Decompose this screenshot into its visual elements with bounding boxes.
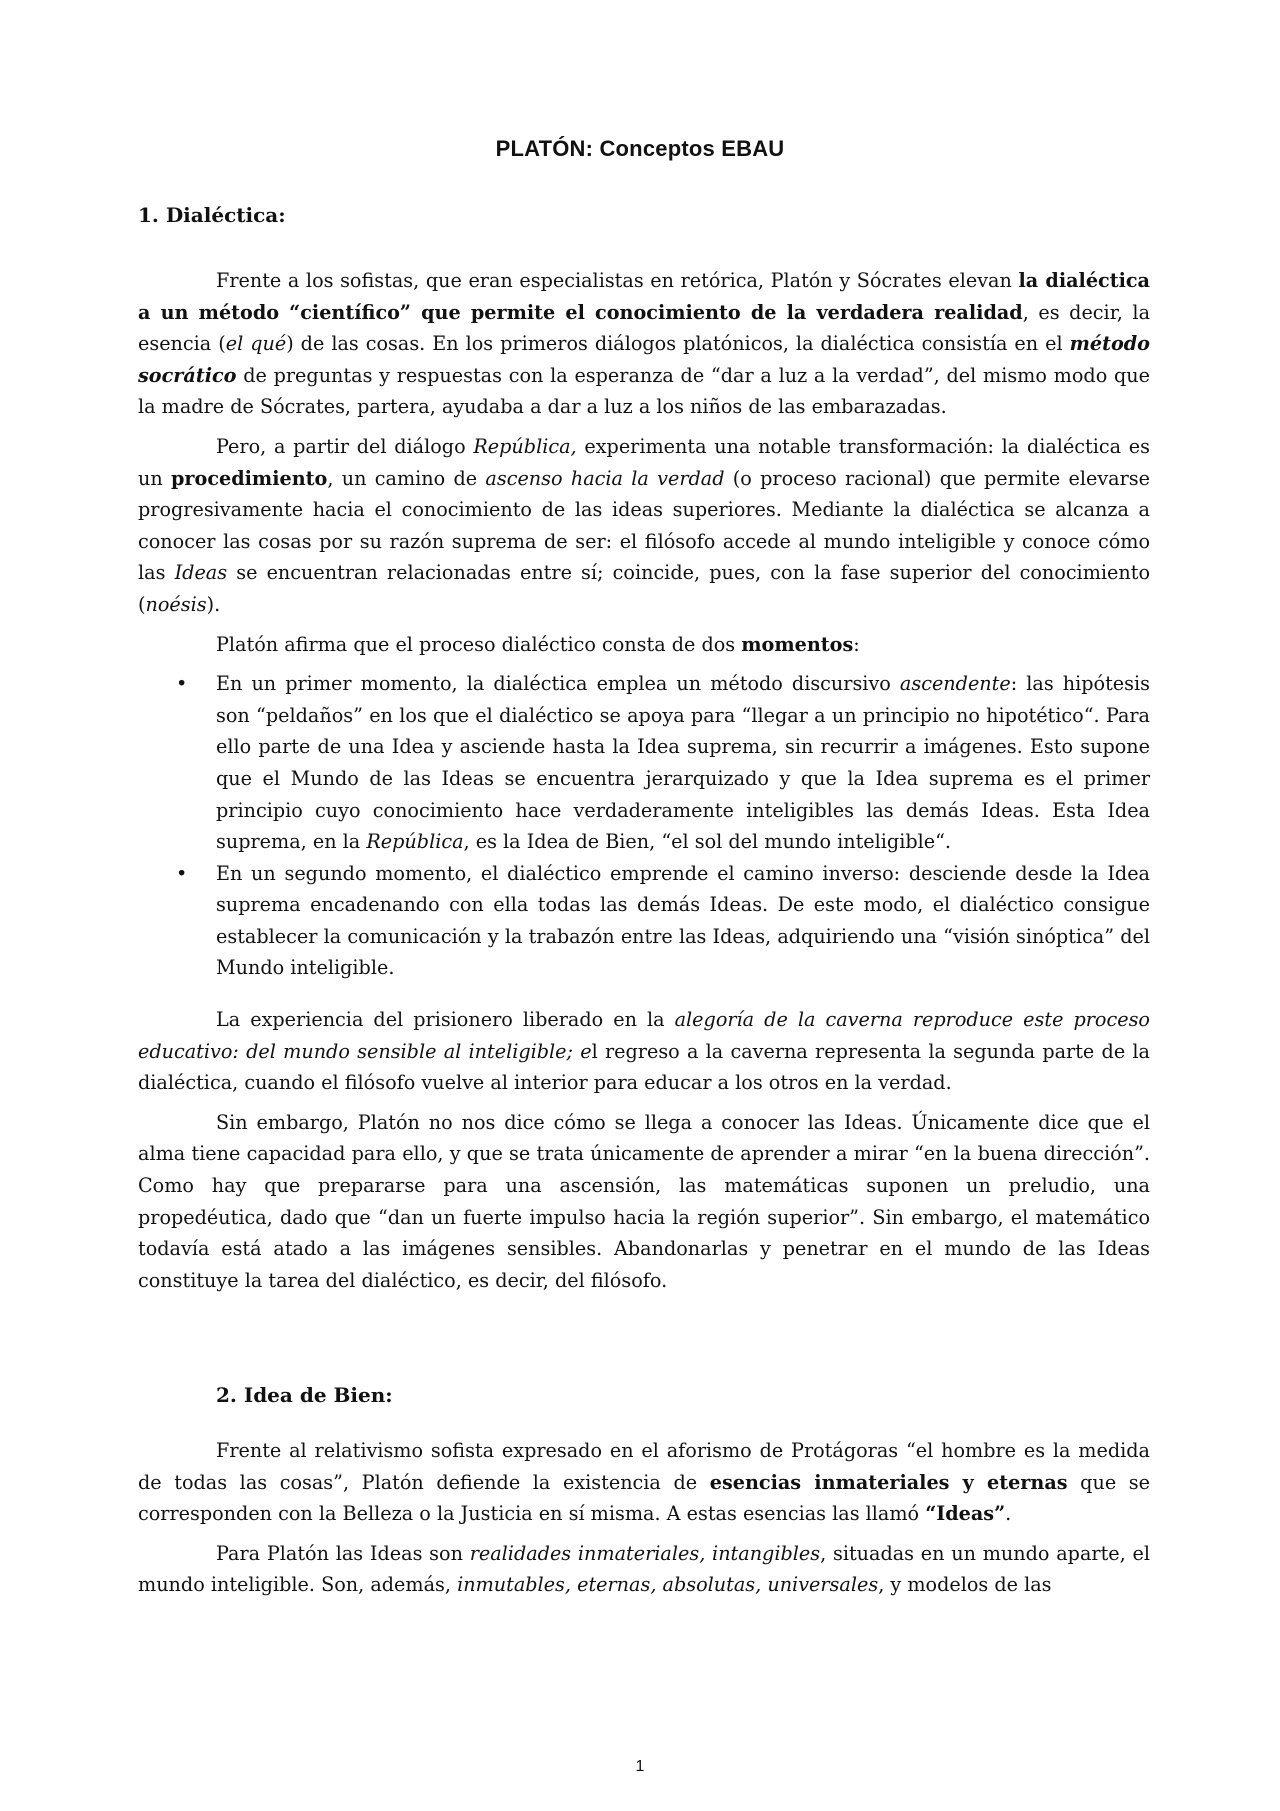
paragraph: Frente al relativismo sofista expresado en el aforismo de Protágoras “el hombre es la medida de todas las cosas”, Platón defiende la existencia de esencias inmateriales y eternas que se corresponden con la Belleza o la Justicia en sí misma. A estas esencias las llamó “Ideas”. (138, 1439, 1150, 1526)
bullet-list (138, 668, 1150, 984)
list-item: • En un primer momento, la dialéctica emplea un método discursivo ascendente: las hipótesis son “peldaños” en los que el dialéctico se apoya para “llegar a un principio no hipotético“. Para ello parte de una Idea y asciende hasta la Idea suprema, sin recurrir a imágenes. Esto supone que el Mundo de las Ideas se encuentra jerarquizado y que la Idea suprema es el primer principio cuyo conocimiento hace verdaderamente inteligibles las demás Ideas. Esta Idea suprema, en la República, es la Idea de Bien, “el sol del mundo inteligible“. (216, 668, 1150, 858)
section-heading-idea-de-bien: 2. Idea de Bien: (216, 1383, 393, 1407)
paragraph: Sin embargo, Platón no nos dice cómo se llega a conocer las Ideas. Únicamente dice que el alma tiene capacidad para ello, y que se trata únicamente de aprender a mirar “en la buena dirección”. Como hay que prepararse para una ascensión, las matemáticas suponen un preludio, una propedéutica, dado que “dan un fuerte impulso hacia la región superior”. Sin embargo, el matemático todavía está atado a las imágenes sensibles. Abandonarlas y penetrar en el mundo de las Ideas constituye la tarea del dialéctico, es decir, del filósofo. (138, 1110, 1150, 1292)
bullet-icon: • (176, 672, 188, 696)
paragraph: Frente a los sofistas, que eran especialistas en retórica, Platón y Sócrates elevan la dialéctica a un método “científico” que permite el conocimiento de la verdadera realidad, es decir, la esencia (el qué) de las cosas. En los primeros diálogos platónicos, la dialéctica consistía en el método socrático de preguntas y respuestas con la esperanza de “dar a luz a la verdad”, del mismo modo que la madre de Sócrates, partera, ayudaba a dar a luz a los niños de las embarazadas. (138, 269, 1151, 419)
section-heading-dialectica: 1. Dialéctica: (138, 203, 286, 227)
bullet-icon: • (176, 861, 188, 885)
list-item: • En un segundo momento, el dialéctico emprende el camino inverso: desciende desde la Idea suprema encadenando con ella todas las demás Ideas. De este modo, el dialéctico consigue establecer la comunicación y la trabazón entre las Ideas, adquiriendo una “visión sinóptica” del Mundo inteligible. (216, 858, 1150, 984)
page-number: 1 (635, 1758, 645, 1775)
paragraph: La experiencia del prisionero liberado en la alegoría de la caverna reproduce este proceso educativo: del mundo sensible al inteligible; el regreso a la caverna representa la segunda parte de la dialéctica, cuando el filósofo vuelve al interior para educar a los otros en la verdad. (138, 1008, 1150, 1095)
paragraph: Pero, a partir del diálogo República, experimenta una notable transformación: la dialéctica es un procedimiento, un camino de ascenso hacia la verdad (o proceso racional) que permite elevarse progresivamente hacia el conocimiento de las ideas superiores. Mediante la dialéctica se alcanza a conocer las cosas por su razón suprema de ser: el filósofo accede al mundo inteligible y conoce cómo las Ideas se encuentran relacionadas entre sí; coincide, pues, con la fase superior del conocimiento (noésis). (138, 434, 1151, 616)
paragraph: Para Platón las Ideas son realidades inmateriales, intangibles, situadas en un mundo aparte, el mundo inteligible. Son, además, inmutables, eternas, absolutas, universales, y modelos de las (138, 1541, 1150, 1597)
document-title: PLATÓN: Conceptos EBAU (495, 136, 785, 161)
section-body-idea-de-bien (138, 1435, 1150, 1601)
section-body-dialectica (138, 265, 1150, 1296)
paragraph: Platón afirma que el proceso dialéctico consta de dos momentos: (216, 632, 860, 656)
